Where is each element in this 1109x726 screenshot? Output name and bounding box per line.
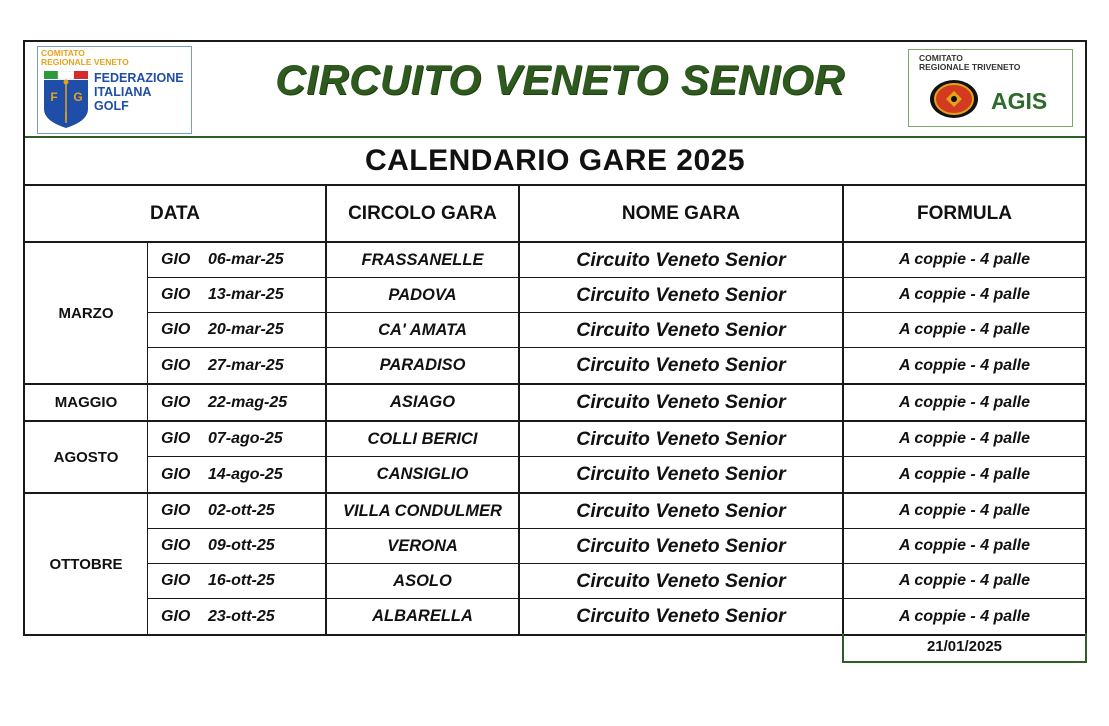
club-cell: ASOLO xyxy=(327,564,520,598)
club-cell: COLLI BERICI xyxy=(327,422,520,456)
formula-cell: A coppie - 4 palle xyxy=(899,321,1030,338)
table-row xyxy=(148,243,1085,278)
event-name-cell: Circuito Veneto Senior xyxy=(520,599,844,634)
event-date: 09-ott-25 xyxy=(208,537,275,554)
weekday: GIO xyxy=(161,430,191,447)
club-cell: CA' AMATA xyxy=(327,313,520,347)
event-date: 23-ott-25 xyxy=(208,607,275,625)
event-name-cell: Circuito Veneto Senior xyxy=(520,529,844,563)
table-row xyxy=(148,422,1085,457)
agis-name: AGIS xyxy=(991,88,1048,114)
club-cell: ASIAGO xyxy=(327,385,520,420)
date-cell xyxy=(148,385,327,420)
fig-logo xyxy=(37,46,192,134)
event-date: 27-mar-25 xyxy=(208,356,284,374)
club-cell: PARADISO xyxy=(327,348,520,383)
table-header xyxy=(25,186,1085,243)
month-group xyxy=(25,243,1085,385)
table-row xyxy=(148,348,1085,383)
table-row xyxy=(148,385,1085,420)
event-date: 16-ott-25 xyxy=(208,572,275,589)
formula-cell: A coppie - 4 palle xyxy=(899,607,1030,625)
event-name-cell: Circuito Veneto Senior xyxy=(520,348,844,383)
month-label: MARZO xyxy=(25,243,148,383)
fig-shield-icon xyxy=(43,71,89,129)
formula-cell: A coppie - 4 palle xyxy=(899,572,1030,589)
table-row xyxy=(148,529,1085,564)
col-header-name: NOME GARA xyxy=(520,186,844,241)
formula-cell: A coppie - 4 palle xyxy=(899,251,1030,268)
event-name-cell: Circuito Veneto Senior xyxy=(520,422,844,456)
club-cell: PADOVA xyxy=(327,278,520,312)
event-name-cell: Circuito Veneto Senior xyxy=(520,243,844,277)
month-label: OTTOBRE xyxy=(25,494,148,634)
weekday: GIO xyxy=(161,537,191,554)
weekday: GIO xyxy=(161,607,191,625)
table-row xyxy=(148,494,1085,529)
event-date: 22-mag-25 xyxy=(208,393,288,411)
event-name-cell: Circuito Veneto Senior xyxy=(520,385,844,420)
calendar-sheet xyxy=(23,40,1087,636)
weekday: GIO xyxy=(161,356,191,374)
fig-committee-text: COMITATO REGIONALE VENETO xyxy=(41,48,129,67)
table-row xyxy=(148,599,1085,634)
weekday: GIO xyxy=(161,251,191,268)
event-date: 13-mar-25 xyxy=(208,286,284,303)
date-cell xyxy=(148,599,327,634)
weekday: GIO xyxy=(161,286,191,303)
weekday: GIO xyxy=(161,572,191,589)
event-name-cell: Circuito Veneto Senior xyxy=(520,564,844,598)
weekday: GIO xyxy=(161,502,191,519)
month-group xyxy=(25,494,1085,634)
formula-cell: A coppie - 4 palle xyxy=(899,286,1030,303)
col-header-formula: FORMULA xyxy=(917,202,1012,224)
weekday: GIO xyxy=(161,393,191,411)
club-cell: FRASSANELLE xyxy=(327,243,520,277)
document-date: 21/01/2025 xyxy=(842,633,1087,663)
table-row xyxy=(148,457,1085,492)
shield-letter-g: G xyxy=(73,90,83,104)
month-group xyxy=(25,385,1085,422)
shield-letter-i: I xyxy=(64,111,68,123)
agis-logo xyxy=(908,49,1073,127)
club-cell: VERONA xyxy=(327,529,520,563)
col-header-data: DATA xyxy=(25,186,327,241)
table-row xyxy=(148,564,1085,599)
agis-committee-text: COMITATO REGIONALE TRIVENETO xyxy=(919,53,1021,72)
club-cell: VILLA CONDULMER xyxy=(327,494,520,528)
date-cell xyxy=(148,564,327,598)
month-group xyxy=(25,422,1085,494)
formula-cell: A coppie - 4 palle xyxy=(899,430,1030,447)
table-row xyxy=(148,278,1085,313)
formula-cell: A coppie - 4 palle xyxy=(899,393,1030,411)
event-name-cell: Circuito Veneto Senior xyxy=(520,313,844,347)
formula-cell: A coppie - 4 palle xyxy=(899,356,1030,374)
formula-cell: A coppie - 4 palle xyxy=(899,537,1030,554)
event-date: 14-ago-25 xyxy=(208,465,283,483)
date-cell xyxy=(148,348,327,383)
date-cell xyxy=(148,457,327,492)
shield-letter-f: F xyxy=(50,90,58,104)
event-name-cell: Circuito Veneto Senior xyxy=(520,457,844,492)
club-cell: CANSIGLIO xyxy=(327,457,520,492)
date-cell xyxy=(148,243,327,277)
event-date: 06-mar-25 xyxy=(208,251,284,268)
club-cell: ALBARELLA xyxy=(327,599,520,634)
event-date: 07-ago-25 xyxy=(208,430,283,447)
table-row xyxy=(148,313,1085,348)
table-body xyxy=(25,243,1085,634)
event-date: 02-ott-25 xyxy=(208,502,275,519)
calendar-subtitle: CALENDARIO GARE 2025 xyxy=(25,138,1085,186)
month-label: MAGGIO xyxy=(25,385,148,420)
header xyxy=(25,42,1085,138)
formula-cell: A coppie - 4 palle xyxy=(899,465,1030,483)
date-cell xyxy=(148,278,327,312)
month-label: AGOSTO xyxy=(25,422,148,492)
weekday: GIO xyxy=(161,321,191,338)
date-cell xyxy=(148,494,327,528)
event-name-cell: Circuito Veneto Senior xyxy=(520,278,844,312)
date-cell xyxy=(148,422,327,456)
col-header-club: CIRCOLO GARA xyxy=(327,186,520,241)
fig-federation-text: FEDERAZIONE ITALIANA GOLF xyxy=(94,71,184,113)
date-cell xyxy=(148,529,327,563)
date-cell xyxy=(148,313,327,347)
event-date: 20-mar-25 xyxy=(208,321,284,338)
formula-cell: A coppie - 4 palle xyxy=(899,502,1030,519)
event-name-cell: Circuito Veneto Senior xyxy=(520,494,844,528)
agis-emblem-icon xyxy=(929,79,979,119)
page-title: CIRCUITO VENETO SENIOR xyxy=(275,56,845,103)
weekday: GIO xyxy=(161,465,191,483)
